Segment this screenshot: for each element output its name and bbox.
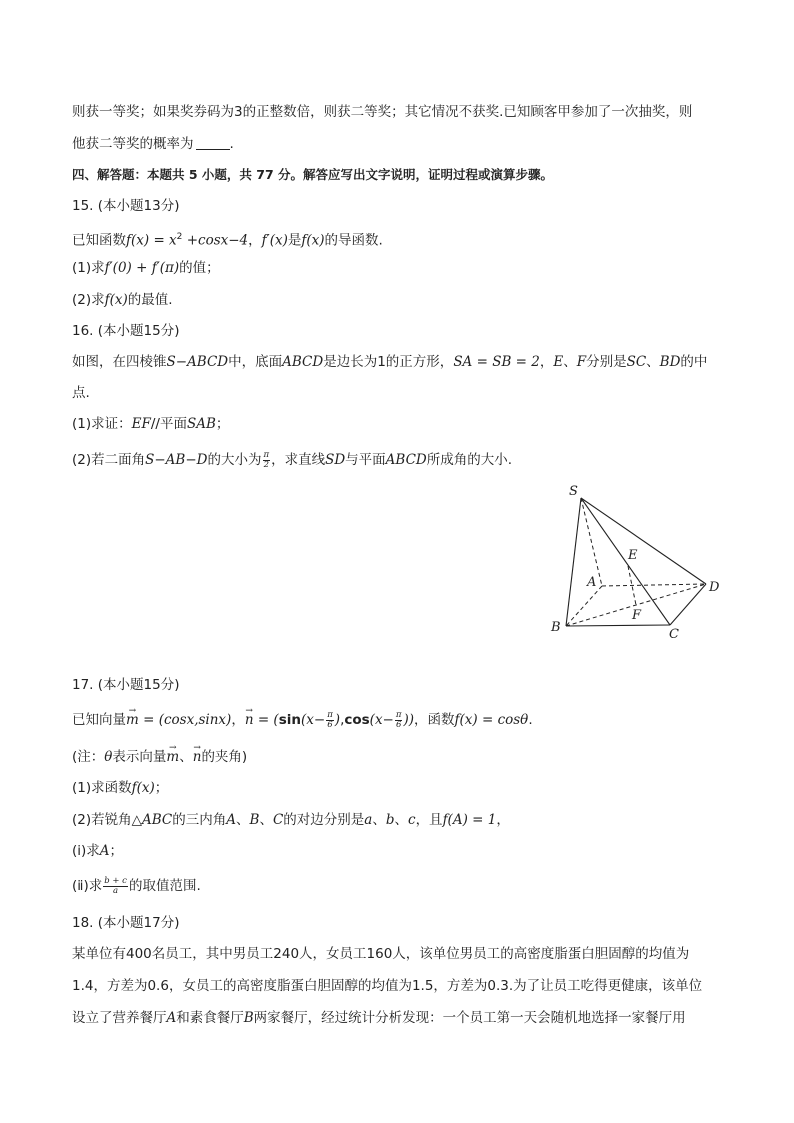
q17-part-1: (1)求函数f(x)； <box>72 780 169 796</box>
q16-stem-line-2: 点. <box>72 385 90 401</box>
q15-stem: 已知函数$f(x) = x^2 +\cos x-4$，f′(x)是f(x)的导函数. <box>72 232 383 249</box>
fraction-b-plus-c-over-a: $\frac{b + c}{a}$ <box>104 875 127 896</box>
q15-heading: 15. (本小题13分) <box>72 198 180 214</box>
q14-line-2: 他获二等奖的概率为 . <box>72 136 234 152</box>
q16-heading: 16. (本小题15分) <box>72 323 180 339</box>
q18-line-2: 1.4，方差为0.6，女员工的高密度脂蛋白胆固醇的均值为1.5，方差为0.3.为了让员工吃得更健康，该单位 <box>72 978 703 994</box>
edge-SC <box>581 498 670 625</box>
pyramid-figure <box>548 478 728 643</box>
label-E: E <box>628 548 638 563</box>
edge-AD <box>602 584 706 586</box>
q17-part-2-ii: (ⅱ)求 $\frac{b + c}{a}$ 的取值范围. <box>72 875 201 896</box>
q17-part-2: (2)若锐角△ABC的三内角A、B、C的对边分别是a、b、c，且f(A) = 1， <box>72 812 510 828</box>
fraction-pi-over-6: $\frac{\pi}{6}$ <box>395 709 402 730</box>
edge-CD <box>670 584 706 625</box>
q16-stem-line-1: 如图，在四棱锥S−ABCD中，底面ABCD是边长为1的正方形，SA = SB = 2，E、F分别是SC、BD的中 <box>72 354 708 370</box>
label-B: B <box>551 620 561 635</box>
section-4-heading: 四、解答题：本题共 5 小题，共 77 分。解答应写出文字说明，证明过程或演算步骤。 <box>72 167 554 182</box>
answer-blank <box>196 135 230 150</box>
label-S: S <box>569 484 578 499</box>
q18-line-1: 某单位有400名员工，其中男员工240人，女员工160人，该单位男员工的高密度脂蛋白胆固醇的均值为 <box>72 946 690 962</box>
edge-AB <box>566 586 602 626</box>
edge-SD <box>581 498 706 584</box>
label-F: F <box>632 608 642 623</box>
edge-SB <box>566 498 581 626</box>
q17-stem: 已知向量→ m = (cosx,sinx)，→ n = (sin(x− $\frac{\pi}{6}$ ),cos(x− $\frac{\pi}{6}$ ))，函数f(x) = cosθ. <box>72 710 533 730</box>
fraction-pi-over-6: $\frac{\pi}{6}$ <box>327 709 333 730</box>
q15-part-1: (1)求f′(0) + f′(π)的值； <box>72 260 220 276</box>
q16-part-1: (1)求证：EF//平面SAB； <box>72 416 230 432</box>
q18-heading: 18. (本小题17分) <box>72 915 180 931</box>
q16-part-2: (2)若二面角S−AB−D的大小为 $\frac{\pi}{2}$ ，求直线SD与平面ABCD所成角的大小. <box>72 449 513 470</box>
label-A: A <box>587 575 597 590</box>
q17-note: (注：θ表示向量→ m、→ n的夹角) <box>72 747 247 767</box>
fraction-pi-over-2: $\frac{\pi}{2}$ <box>263 449 270 470</box>
edge-SA <box>581 498 602 586</box>
label-D: D <box>709 580 720 595</box>
edge-BC <box>566 625 670 626</box>
q17-heading: 17. (本小题15分) <box>72 677 180 693</box>
q14-line-1: 则获一等奖；如果奖券码为3的正整数倍，则获二等奖；其它情况不获奖.已知顾客甲参加了一次抽奖，则 <box>72 104 693 120</box>
q15-part-2: (2)求f(x)的最值. <box>72 292 173 308</box>
q18-line-3: 设立了营养餐厅A和素食餐厅B两家餐厅，经过统计分析发现：一个员工第一天会随机地选择一家餐厅用 <box>72 1010 686 1026</box>
q17-part-2-i: (i)求A； <box>72 843 124 859</box>
label-C: C <box>669 627 679 642</box>
